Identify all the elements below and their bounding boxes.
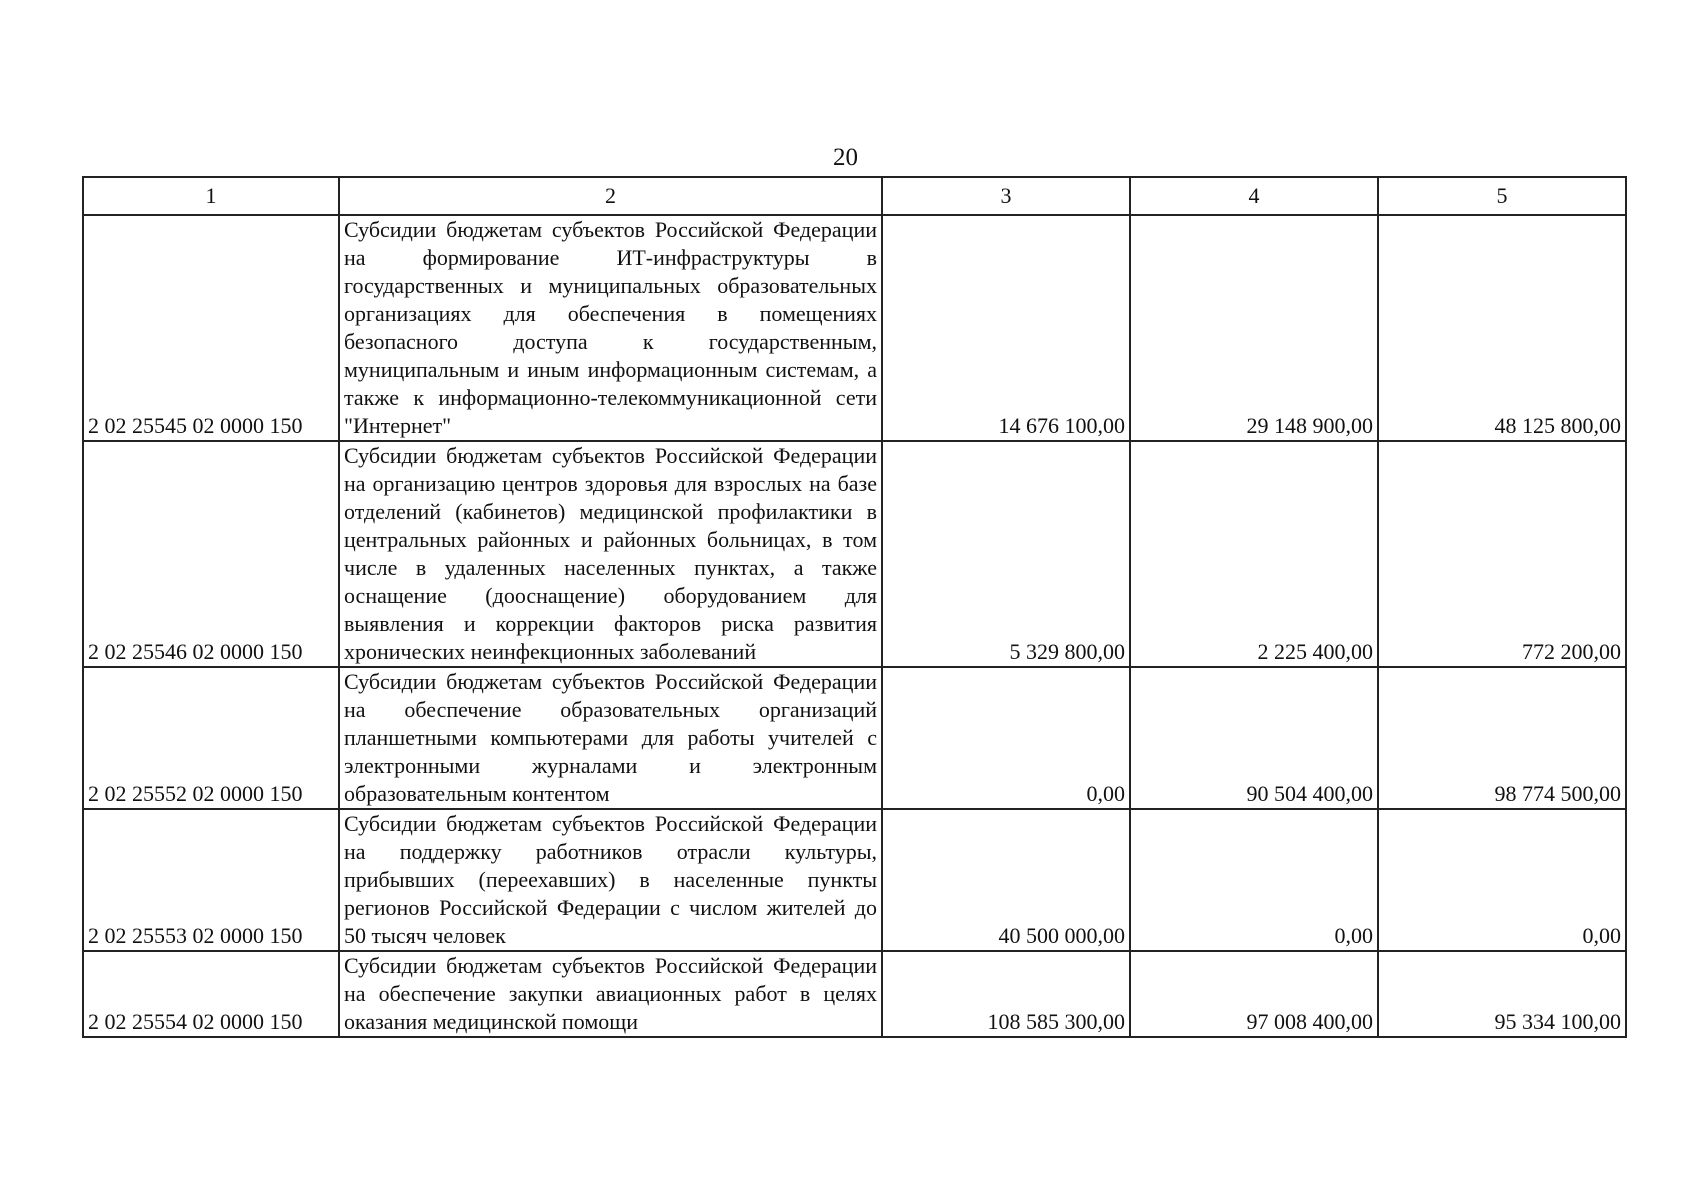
row-description: Субсидии бюджетам субъектов Российской Федерации на организацию центров здоровья для взрослых на базе отделений (кабинетов) медицинской профилактики в центральных районных и районных больницах, в том числе в удаленных населенных пунктах, а также оснащение (дооснащение) оборудованием для выявления и коррекции факторов риска развития хронических неинфекционных заболеваний — [339, 441, 882, 667]
header-col-5: 5 — [1378, 177, 1626, 215]
header-row — [83, 177, 1626, 215]
header-col-3: 3 — [882, 177, 1130, 215]
table-row — [83, 951, 1626, 1037]
amount-col-3: 108 585 300,00 — [882, 951, 1130, 1037]
page-number: 20 — [833, 144, 858, 171]
budget-code: 2 02 25552 02 0000 150 — [83, 667, 339, 809]
amount-col-4: 29 148 900,00 — [1130, 215, 1378, 441]
amount-col-5: 98 774 500,00 — [1378, 667, 1626, 809]
table-row — [83, 441, 1626, 667]
amount-col-4: 90 504 400,00 — [1130, 667, 1378, 809]
table-row — [83, 215, 1626, 441]
header-col-2: 2 — [339, 177, 882, 215]
amount-col-4: 97 008 400,00 — [1130, 951, 1378, 1037]
header-col-1: 1 — [83, 177, 339, 215]
budget-table — [82, 176, 1627, 1038]
amount-col-3: 0,00 — [882, 667, 1130, 809]
table-row — [83, 809, 1626, 951]
table-row — [83, 667, 1626, 809]
budget-code: 2 02 25554 02 0000 150 — [83, 951, 339, 1037]
amount-col-5: 0,00 — [1378, 809, 1626, 951]
row-description: Субсидии бюджетам субъектов Российской Федерации на обеспечение образовательных организаций планшетными компьютерами для работы учителей с электронными журналами и электронным образовательным контентом — [339, 667, 882, 809]
amount-col-3: 40 500 000,00 — [882, 809, 1130, 951]
amount-col-5: 95 334 100,00 — [1378, 951, 1626, 1037]
budget-code: 2 02 25546 02 0000 150 — [83, 441, 339, 667]
amount-col-4: 0,00 — [1130, 809, 1378, 951]
header-col-4: 4 — [1130, 177, 1378, 215]
amount-col-5: 772 200,00 — [1378, 441, 1626, 667]
row-description: Субсидии бюджетам субъектов Российской Федерации на поддержку работников отрасли культуры, прибывших (переехавших) в населенные пункты регионов Российской Федерации с числом жителей до 50 тысяч человек — [339, 809, 882, 951]
amount-col-4: 2 225 400,00 — [1130, 441, 1378, 667]
budget-code: 2 02 25545 02 0000 150 — [83, 215, 339, 441]
row-description: Субсидии бюджетам субъектов Российской Федерации на формирование ИТ-инфраструктуры в государственных и муниципальных образовательных организациях для обеспечения в помещениях безопасного доступа к государственным, муниципальным и иным информационным системам, а также к информационно-телекоммуникационной сети "Интернет" — [339, 215, 882, 441]
row-description: Субсидии бюджетам субъектов Российской Федерации на обеспечение закупки авиационных работ в целях оказания медицинской помощи — [339, 951, 882, 1037]
budget-code: 2 02 25553 02 0000 150 — [83, 809, 339, 951]
amount-col-5: 48 125 800,00 — [1378, 215, 1626, 441]
amount-col-3: 5 329 800,00 — [882, 441, 1130, 667]
amount-col-3: 14 676 100,00 — [882, 215, 1130, 441]
